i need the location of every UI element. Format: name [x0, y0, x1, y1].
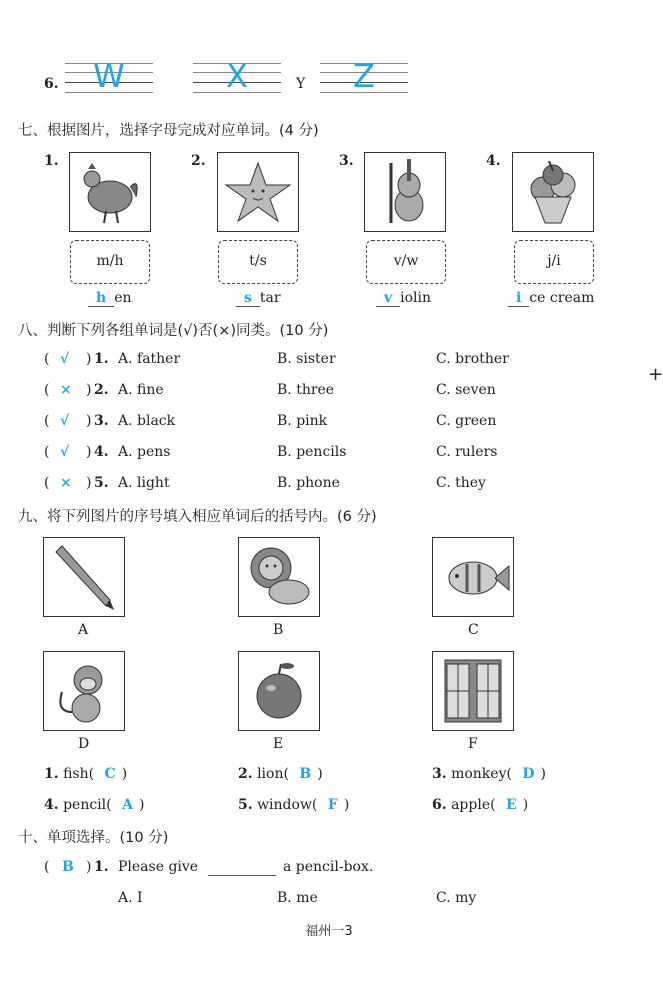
hen-picture [69, 152, 151, 232]
violin-icon [365, 153, 445, 231]
s7-options-3: v/w [366, 240, 446, 284]
window-picture [432, 651, 514, 731]
s7-answer-4: i ce cream [508, 290, 594, 306]
s7-options-1: m/h [70, 240, 150, 284]
fish-icon [433, 538, 513, 616]
apple-icon [239, 652, 319, 730]
letter-z: Z [353, 57, 375, 95]
letter-y: Y [296, 76, 306, 92]
pencil-picture [43, 537, 125, 617]
pic-label-f: F [468, 736, 478, 752]
q6-number: 6. [44, 76, 59, 92]
pic-label-c: C [468, 622, 479, 638]
hen-icon [70, 153, 150, 231]
s7-options-4: j/i [514, 240, 594, 284]
s9-answer-4: 4. pencil( A ) [44, 797, 145, 813]
section-8-title: 八、判断下列各组单词是(√)否(×)同类。(10 分) [18, 323, 329, 339]
s9-answer-1: 1. fish( C ) [44, 766, 128, 782]
pic-label-a: A [78, 622, 89, 638]
s9-answer-6: 6. apple( E ) [432, 797, 529, 813]
lion-picture [238, 537, 320, 617]
monkey-picture [43, 651, 125, 731]
s7-num-4: 4. [486, 153, 501, 169]
section-7-title: 七、根据图片，选择字母完成对应单词。(4 分) [18, 123, 319, 139]
monkey-icon [44, 652, 124, 730]
star-picture [217, 152, 299, 232]
fish-picture [432, 537, 514, 617]
section-10-title: 十、单项选择。(10 分) [18, 830, 169, 846]
blank-line [208, 875, 276, 876]
letter-line-z [320, 57, 408, 95]
s9-answer-3: 3. monkey( D ) [432, 766, 547, 782]
letter-line-x [193, 57, 281, 95]
pic-label-b: B [273, 622, 284, 638]
s7-answer-2: s tar [236, 290, 281, 306]
pic-label-d: D [78, 736, 90, 752]
section-9-title: 九、将下列图片的序号填入相应单词后的括号内。(6 分) [18, 509, 377, 525]
s7-num-3: 3. [339, 153, 354, 169]
letter-x: X [226, 57, 248, 95]
star-icon [218, 153, 298, 231]
s7-answer-3: v iolin [376, 290, 431, 306]
s9-answer-5: 5. window( F ) [238, 797, 350, 813]
lion-icon [239, 538, 319, 616]
pic-label-e: E [273, 736, 284, 752]
edge-mark: + [648, 364, 663, 385]
letter-line-w [65, 57, 153, 95]
page-footer: 福州一3 [305, 924, 353, 939]
s9-answer-2: 2. lion( B ) [238, 766, 323, 782]
apple-picture [238, 651, 320, 731]
pencil-icon [44, 538, 124, 616]
window-icon [433, 652, 513, 730]
ice-cream-icon [513, 153, 593, 231]
s7-options-2: t/s [218, 240, 298, 284]
ice-cream-picture [512, 152, 594, 232]
violin-picture [364, 152, 446, 232]
letter-w: W [93, 57, 125, 95]
s7-num-2: 2. [191, 153, 206, 169]
s7-num-1: 1. [44, 153, 59, 169]
s7-answer-1: h en [88, 290, 132, 306]
